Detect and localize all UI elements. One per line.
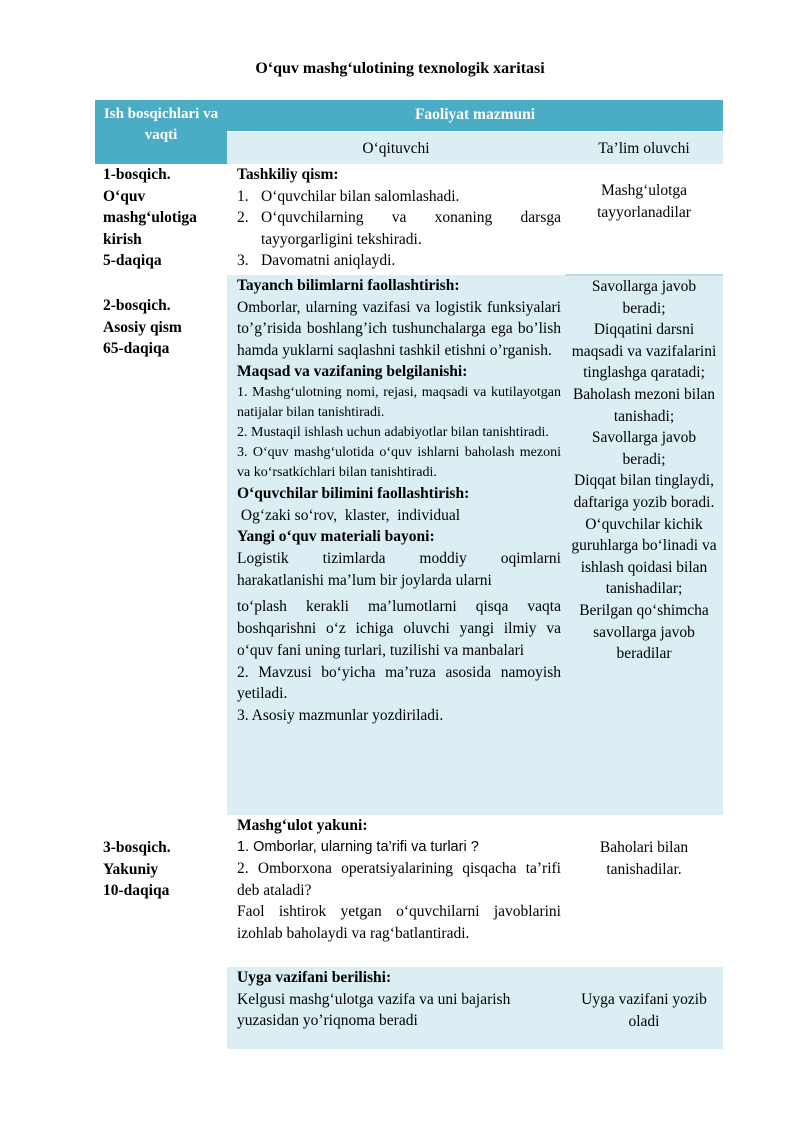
stage-1-line: 5-daqiqa bbox=[103, 252, 162, 270]
header-row-1 bbox=[95, 100, 723, 131]
homework-student-cell: Uyga vazifani yozib oladi bbox=[565, 967, 723, 1049]
paragraph: Omborlar, ularning vazifasi va logistik funksiyalari to’g’risida boshlang’ich tushunchalarga ega bo’lish hamda yuklarni saqlashni tashkil etishni o’rganish. bbox=[237, 298, 561, 359]
stage-1-line: 1-bosqich. bbox=[103, 166, 171, 183]
section-heading: Tashkiliy qism: bbox=[237, 166, 339, 183]
stage-row-3 bbox=[95, 815, 723, 967]
list-text: O‘quvchilarning va xonaning darsga tayyorgarligini tekshiradi. bbox=[261, 209, 561, 248]
stage-1-line: kirish bbox=[103, 230, 142, 248]
stage-column-header: Ish bosqichlari va vaqti bbox=[95, 100, 227, 164]
student-line: Diqqatini darsni maqsadi va vazifalarini tinglashga qaratadi; bbox=[571, 321, 717, 382]
activity-column-header: Faoliyat mazmuni bbox=[227, 100, 723, 131]
section-heading: O‘quvchilar bilimini faollashtirish: bbox=[237, 484, 470, 502]
list-text: O‘quvchilar bilan salomlashadi. bbox=[261, 187, 460, 205]
section-heading: Yangi o‘quv materiali bayoni: bbox=[237, 528, 435, 546]
stage-1-line: mashg‘ulotiga bbox=[103, 209, 197, 227]
stage-1-cell bbox=[95, 164, 227, 275]
stage-2-student-cell bbox=[565, 275, 723, 815]
section-heading: Mashg‘ulot yakuni: bbox=[237, 817, 368, 834]
tech-map-table bbox=[95, 100, 723, 1049]
paragraph: Kelgusi mashg‘ulotga vazifa va uni bajarish yuzasidan yo’riqnoma beradi bbox=[237, 990, 511, 1030]
list-number: 2. bbox=[237, 209, 249, 227]
student-line: Baholash mezoni bilan tanishadi; bbox=[572, 385, 716, 425]
student-line: O‘quvchilar kichik guruhlarga bo‘linadi va ishlash qoidasi bilan tanishadilar; bbox=[571, 515, 717, 598]
stage-2-line: Asosiy qism bbox=[103, 318, 182, 336]
paragraph: 2. Omborxona operatsiyalarining qisqacha ta’rifi deb ataladi? bbox=[237, 860, 561, 899]
list-item bbox=[237, 186, 561, 208]
stage-row-1 bbox=[95, 164, 723, 275]
student-column-header: Ta’lim oluvchi bbox=[565, 131, 723, 164]
list-number: 3. bbox=[237, 252, 249, 270]
stage-3-line: Yakuniy bbox=[103, 860, 159, 878]
section-heading: Maqsad va vazifaning belgilanishi: bbox=[237, 363, 468, 381]
stage-2-cell bbox=[95, 275, 227, 815]
stage-1-teacher-cell bbox=[227, 164, 565, 275]
paragraph: 3. O‘quv mashg‘ulotida o‘quv ishlarni baholash mezoni va ko‘rsatkichlari bilan tanishtiradi. bbox=[237, 444, 561, 480]
paragraph: 2. Mavzusi bo‘yicha ma’ruza asosida namoyish yetiladi. bbox=[237, 663, 561, 703]
list-text: Davomatni aniqlaydi. bbox=[261, 252, 396, 270]
stage-3-cell bbox=[95, 815, 227, 1049]
stage-2-line: 65-daqiqa bbox=[103, 340, 170, 358]
stage-3-line: 3-bosqich. bbox=[103, 839, 171, 856]
stage-row-2 bbox=[95, 275, 723, 815]
stage-2-line: 2-bosqich. bbox=[103, 297, 171, 314]
paragraph: to‘plash kerakli ma’lumotlarni qisqa vaqta boshqarishni o‘z ichiga oluvchi yangi ilmiy va o‘quv fani uning turlari, tuzilishi va manbalari bbox=[237, 597, 561, 659]
list-item bbox=[237, 250, 561, 272]
student-line: Savollarga javob beradi; bbox=[591, 429, 697, 468]
stage-3-line: 10-daqiqa bbox=[103, 882, 170, 900]
section-heading: Tayanch bilimlarni faollashtirish: bbox=[237, 277, 460, 294]
stage-1-student-cell: Mashg‘ulotga tayyorlanadilar bbox=[597, 182, 691, 221]
student-line: Diqqat bilan tinglaydi, daftariga yozib boradi. bbox=[573, 472, 715, 511]
student-line: Berilgan qo‘shimcha savollarga javob beradilar bbox=[579, 601, 709, 663]
list-item bbox=[237, 207, 561, 250]
paragraph: 2. Mustaqil ishlash uchun adabiyotlar bilan tanishtiradi. bbox=[237, 424, 549, 440]
paragraph: 3. Asosiy mazmunlar yozdiriladi. bbox=[237, 706, 444, 724]
homework-teacher-cell bbox=[227, 967, 565, 1049]
section-heading: Uyga vazifani berilishi: bbox=[237, 969, 392, 986]
paragraph: Faol ishtirok yetgan o‘quvchilarni javoblarini izohlab baholaydi va rag‘batlantiradi. bbox=[237, 903, 561, 942]
stage-2-teacher-cell bbox=[227, 275, 565, 815]
stage-3-student-cell: Baholari bilan tanishadilar. bbox=[599, 839, 689, 878]
paragraph: 1. Omborlar, ularning ta’rifi va turlari ? bbox=[237, 838, 479, 855]
stage-1-line: O‘quv bbox=[103, 187, 146, 205]
paragraph: Logistik tizimlarda moddiy oqimlarni harakatlanishi ma’lum bir joylarda ularni bbox=[237, 549, 561, 589]
list-number: 1. bbox=[237, 187, 249, 205]
paragraph: Og‘zaki so‘rov, klaster, individual bbox=[237, 506, 461, 524]
paragraph: 1. Mashg‘ulotning nomi, rejasi, maqsadi va kutilayotgan natijalar bilan tanishtiradi. bbox=[237, 384, 561, 420]
student-line: Savollarga javob beradi; bbox=[591, 278, 697, 317]
teacher-column-header: O‘qituvchi bbox=[227, 131, 565, 164]
stage-3-teacher-cell bbox=[227, 815, 565, 967]
page-title: O‘quv mashg‘ulotining texnologik xaritasi bbox=[255, 60, 545, 77]
